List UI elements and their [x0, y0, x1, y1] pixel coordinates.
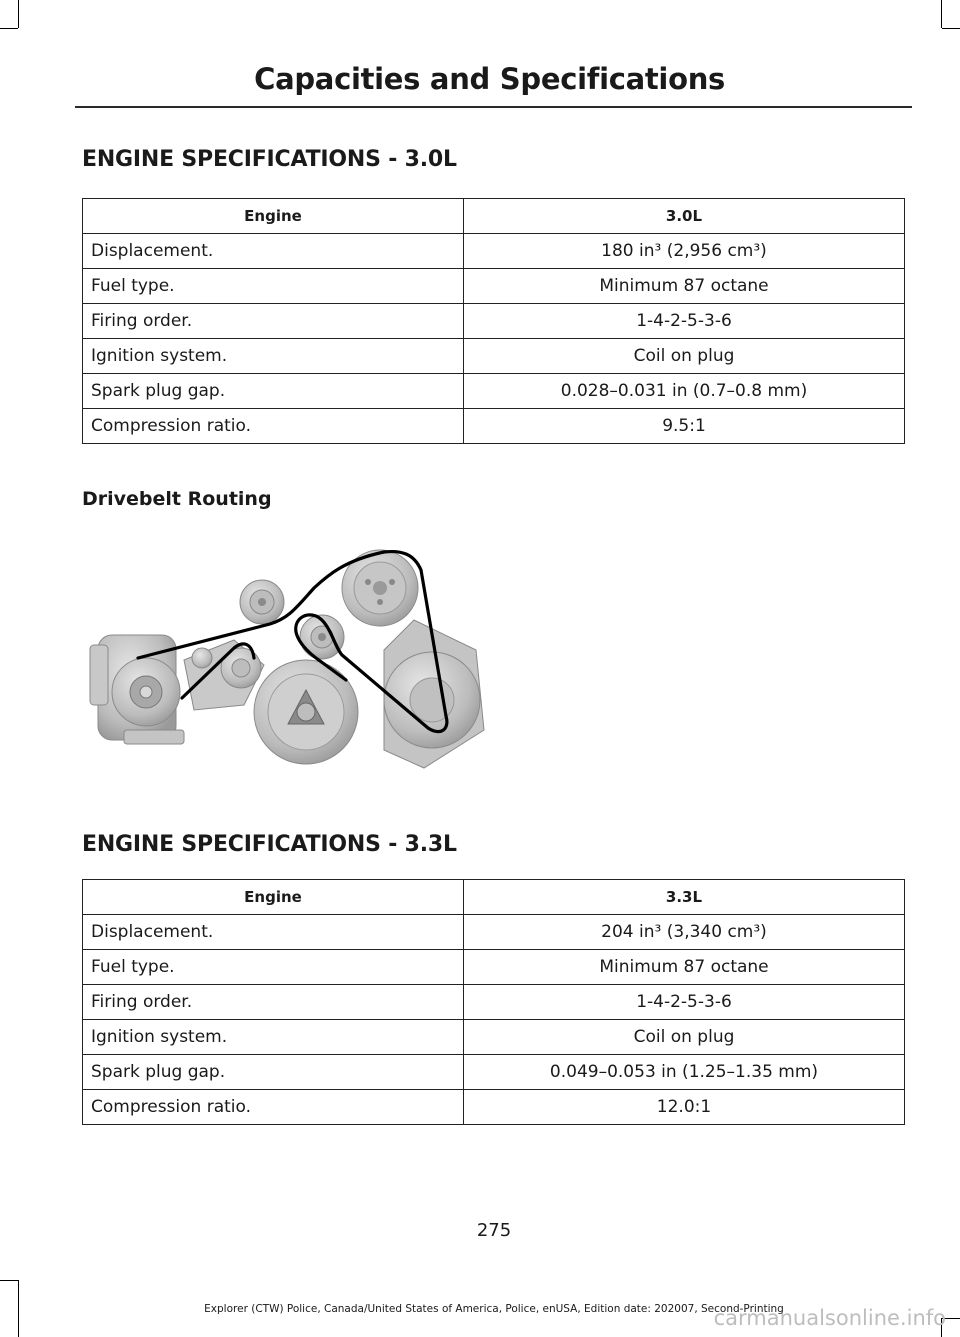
spec-table-33 [82, 879, 905, 1125]
table-cell: 180 in³ (2,956 cm³) [464, 234, 905, 269]
table-row [83, 339, 905, 374]
table-row [83, 1090, 905, 1125]
table-cell: 1-4-2-5-3-6 [464, 304, 905, 339]
table-cell: Firing order. [83, 985, 464, 1020]
table-cell: Compression ratio. [83, 1090, 464, 1125]
crop-mark [0, 28, 18, 29]
table-header-cell: Engine [83, 199, 464, 234]
table-cell: Minimum 87 octane [464, 950, 905, 985]
watermark: carmanualsonline.info [713, 1306, 946, 1330]
table-cell: 0.049–0.053 in (1.25–1.35 mm) [464, 1055, 905, 1090]
table-cell: Fuel type. [83, 269, 464, 304]
section-heading-33: ENGINE SPECIFICATIONS - 3.3L [82, 832, 457, 857]
table-cell: Displacement. [83, 234, 464, 269]
crop-mark [941, 0, 942, 28]
spec-table-30 [82, 198, 905, 444]
table-cell: Fuel type. [83, 950, 464, 985]
section-heading-30: ENGINE SPECIFICATIONS - 3.0L [82, 147, 457, 172]
crop-mark [942, 28, 960, 29]
title-rule [75, 106, 912, 108]
table-cell: Displacement. [83, 915, 464, 950]
table-header-cell: 3.0L [464, 199, 905, 234]
crop-mark [18, 0, 19, 28]
table-header-cell: 3.3L [464, 880, 905, 915]
table-row [83, 1020, 905, 1055]
table-row [83, 915, 905, 950]
table-cell: Spark plug gap. [83, 374, 464, 409]
table-header-cell: Engine [83, 880, 464, 915]
table-row [83, 234, 905, 269]
table-cell: Coil on plug [464, 1020, 905, 1055]
table-cell: Ignition system. [83, 339, 464, 374]
table-row [83, 1055, 905, 1090]
table-cell: Spark plug gap. [83, 1055, 464, 1090]
table-cell: Ignition system. [83, 1020, 464, 1055]
table-header-row [83, 199, 905, 234]
table-header-row [83, 880, 905, 915]
table-cell: Minimum 87 octane [464, 269, 905, 304]
page-number: 275 [476, 1220, 512, 1241]
table-cell: 204 in³ (3,340 cm³) [464, 915, 905, 950]
table-row [83, 374, 905, 409]
table-row [83, 985, 905, 1020]
crop-mark [0, 1280, 18, 1281]
table-cell: 1-4-2-5-3-6 [464, 985, 905, 1020]
table-cell: Coil on plug [464, 339, 905, 374]
table-cell: Firing order. [83, 304, 464, 339]
drivebelt-diagram [84, 540, 494, 780]
table-row [83, 269, 905, 304]
page-title: Capacities and Specifications [254, 62, 725, 96]
footer-text: Explorer (CTW) Police, Canada/United States of America, Police, enUSA, Edition date: 202007, Second-Printing [204, 1303, 784, 1315]
table-cell: 9.5:1 [464, 409, 905, 444]
table-cell: Compression ratio. [83, 409, 464, 444]
drivebelt-heading: Drivebelt Routing [82, 488, 272, 510]
table-cell: 12.0:1 [464, 1090, 905, 1125]
idler-pulley-top [240, 580, 284, 624]
table-row [83, 950, 905, 985]
table-cell: 0.028–0.031 in (0.7–0.8 mm) [464, 374, 905, 409]
table-row [83, 409, 905, 444]
table-row [83, 304, 905, 339]
